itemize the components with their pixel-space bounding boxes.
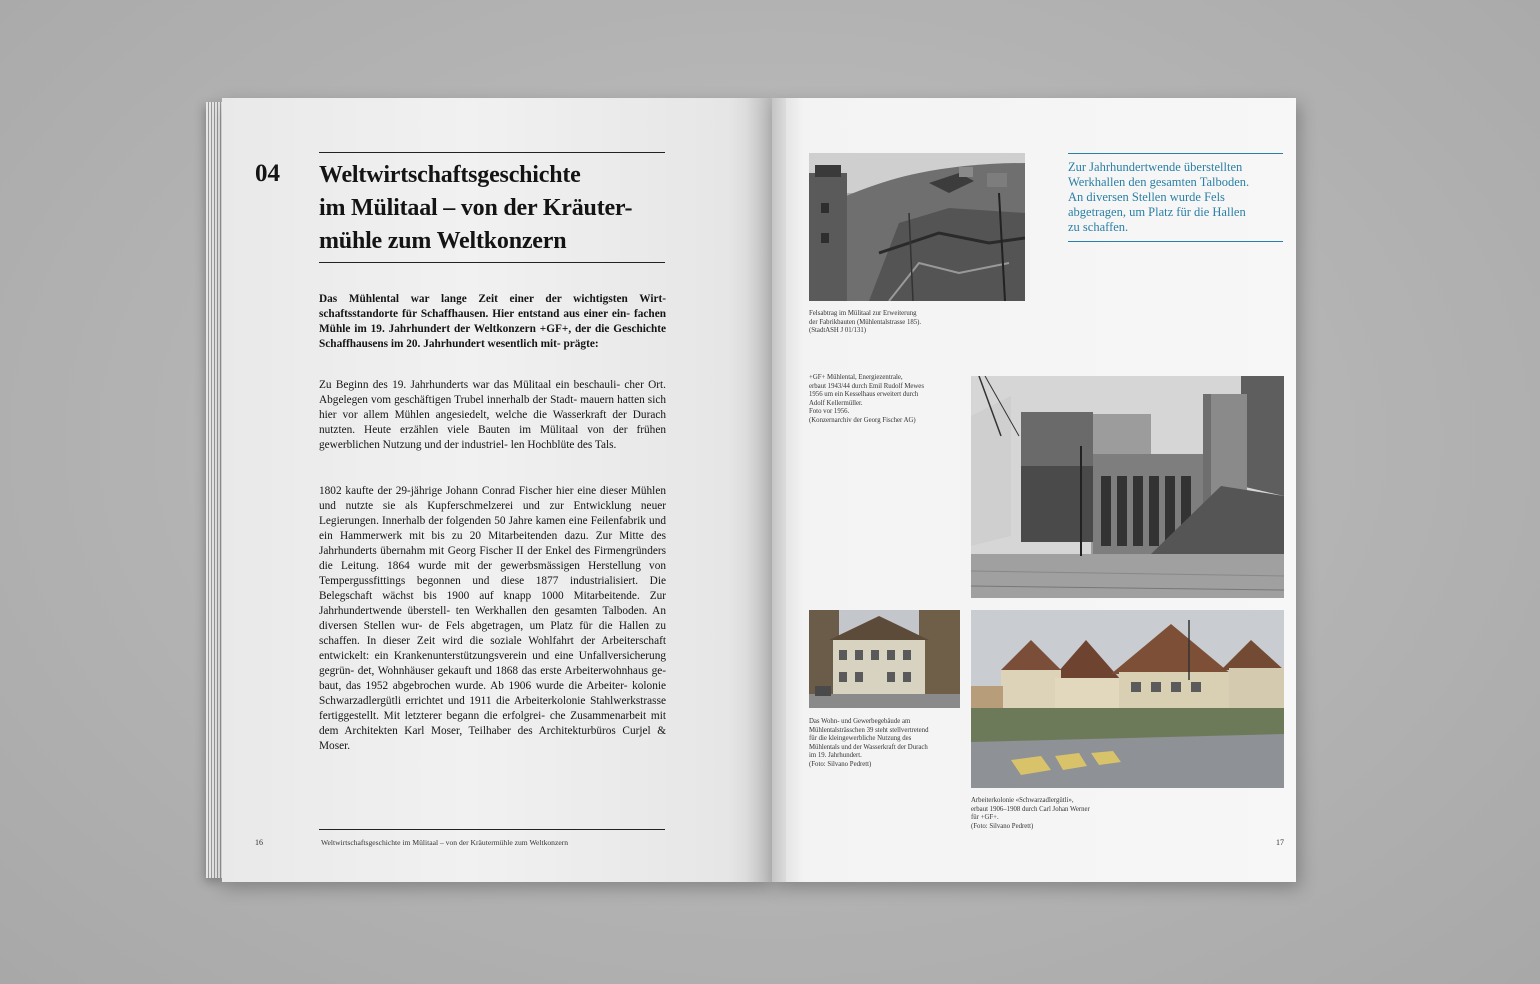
footer-rule <box>319 829 665 830</box>
pullquote: Zur Jahrhundertwende überstellten Werkhallen den gesamten Talboden. An diversen Stellen wurde Fels abgetragen, um Platz für die Hallen zu schaffen. <box>1068 160 1250 234</box>
title-top-rule <box>319 152 665 153</box>
running-title: Weltwirtschaftsgeschichte im Mülitaal – von der Kräutermühle zum Weltkonzern <box>321 838 569 847</box>
photo-arbeiterkolonie <box>971 610 1284 788</box>
chapter-number: 04 <box>255 160 280 187</box>
left-page-number: 16 <box>255 838 263 847</box>
caption-photo2: +GF+ Mühlental, Energiezentrale, erbaut 1943/44 durch Emil Rudolf Mewes 1956 um ein Kesselhaus erweitert durch Adolf Kellermüller. Foto vor 1956. (Konzernarchiv der Georg Fischer AG) <box>809 374 924 424</box>
gutter-shadow <box>746 98 786 882</box>
photo-wohngebaeude <box>809 610 960 708</box>
pullquote-bottom-rule <box>1068 241 1283 242</box>
photo-arbeiterkolonie-image <box>971 610 1284 788</box>
title-bottom-rule <box>319 262 665 263</box>
body-paragraph-1: Zu Beginn des 19. Jahrhunderts war das Mülitaal ein beschauli- cher Ort. Abgelegen vom geschäftigen Trubel innerhalb der Stadt- mauern hatten sich hier vor allem Mühlen angesiedelt, welche die Wasserkraft der Durach nutzten. Heute erzählen viele Bauten im Mülitaal von der frühen gewerblichen Nutzung und der industriel- len Hochblüte des Tals. <box>319 379 667 451</box>
caption-photo3: Das Wohn- und Gewerbegebäude am Mühlentalsträsschen 39 steht stellvertretend für die kleingewerbliche Nutzung des Mühlentals und der Wasserkraft der Durach im 19. Jahrhundert. (Foto: Silvano Pedrett) <box>809 718 929 768</box>
caption-photo1: Felsabtrag im Mülitaal zur Erweiterung der Fabrikbauten (Mühlentalstrasse 185). (StadtASH J 01/131) <box>809 310 922 335</box>
photo-felsabtrag-image <box>809 153 1025 301</box>
caption-photo4: Arbeiterkolonie «Schwarzadlergütli», erbaut 1906–1908 durch Carl Johan Werner für +GF+. (Foto: Silvano Pedrett) <box>971 797 1090 830</box>
pullquote-top-rule <box>1068 153 1283 154</box>
body-paragraph-2: 1802 kaufte der 29-jährige Johann Conrad Fischer hier eine dieser Mühlen und nutzte sie als Kupferschmelzerei und zur Entwicklung neuer Legierungen. Innerhalb der folgenden 50 Jahre kamen eine Feilenfabrik und ein Hammerwerk mit bis zu 20 Mitarbeitenden dazu. Zur Mitte des Jahrhunderts übernahm mit Georg Fischer II der Enkel des Firmengründers die Leitung. 1864 wurde mit der gewerbsmässigen Herstellung von Tempergussfittings begonnen und diese 1877 industrialisiert. Die Belegschaft wächst bis 1900 auf knapp 1000 Mitarbeitende. Zur Jahrhundertwende überstell- ten Werkhallen den gesamten Talboden. An diversen Stellen wur- de Fels abgetragen, um Platz für die Hallen zu schaffen. In dieser Zeit wird die soziale Wohlfahrt der Arbeiterschaft entwickelt: ein Krankenunterstützungsverein und eine Unfallversicherung gegrün- det, Wohnhäuser gekauft und 1868 das erste Arbeiterwohnhaus ge- baut, das 1952 abgebrochen wurde. Ab 1906 wurde die Arbeiter- kolonie Schwarzadlergütli errichtet und 1911 die Arbeiterkolonie Stahlwerkstrasse fertiggestellt. Mit letzterer begann die erfolgrei- che Zusammenarbeit mit dem Architekten Karl Moser, Teilhaber des Architekturbüros Curjel & Moser. <box>319 485 667 752</box>
photo-felsabtrag <box>809 153 1025 301</box>
lead-paragraph: Das Mühlental war lange Zeit einer der wichtigsten Wirt- schaftsstandorte für Schaffhausen. Hier entstand aus einer ein- fachen Mühle im 19. Jahrhundert der Weltkonzern +GF+, der die Geschichte Schaffhausens im 20. Jahrhundert wesentlich mit- prägte: <box>319 293 667 350</box>
right-page-number: 17 <box>1276 838 1284 847</box>
photo-energiezentrale <box>971 376 1284 598</box>
photo-energiezentrale-image <box>971 376 1284 598</box>
chapter-title: Weltwirtschaftsgeschichte im Mülitaal – von der Kräuter- mühle zum Weltkonzern <box>319 162 633 254</box>
photo-wohngebaeude-image <box>809 610 960 708</box>
